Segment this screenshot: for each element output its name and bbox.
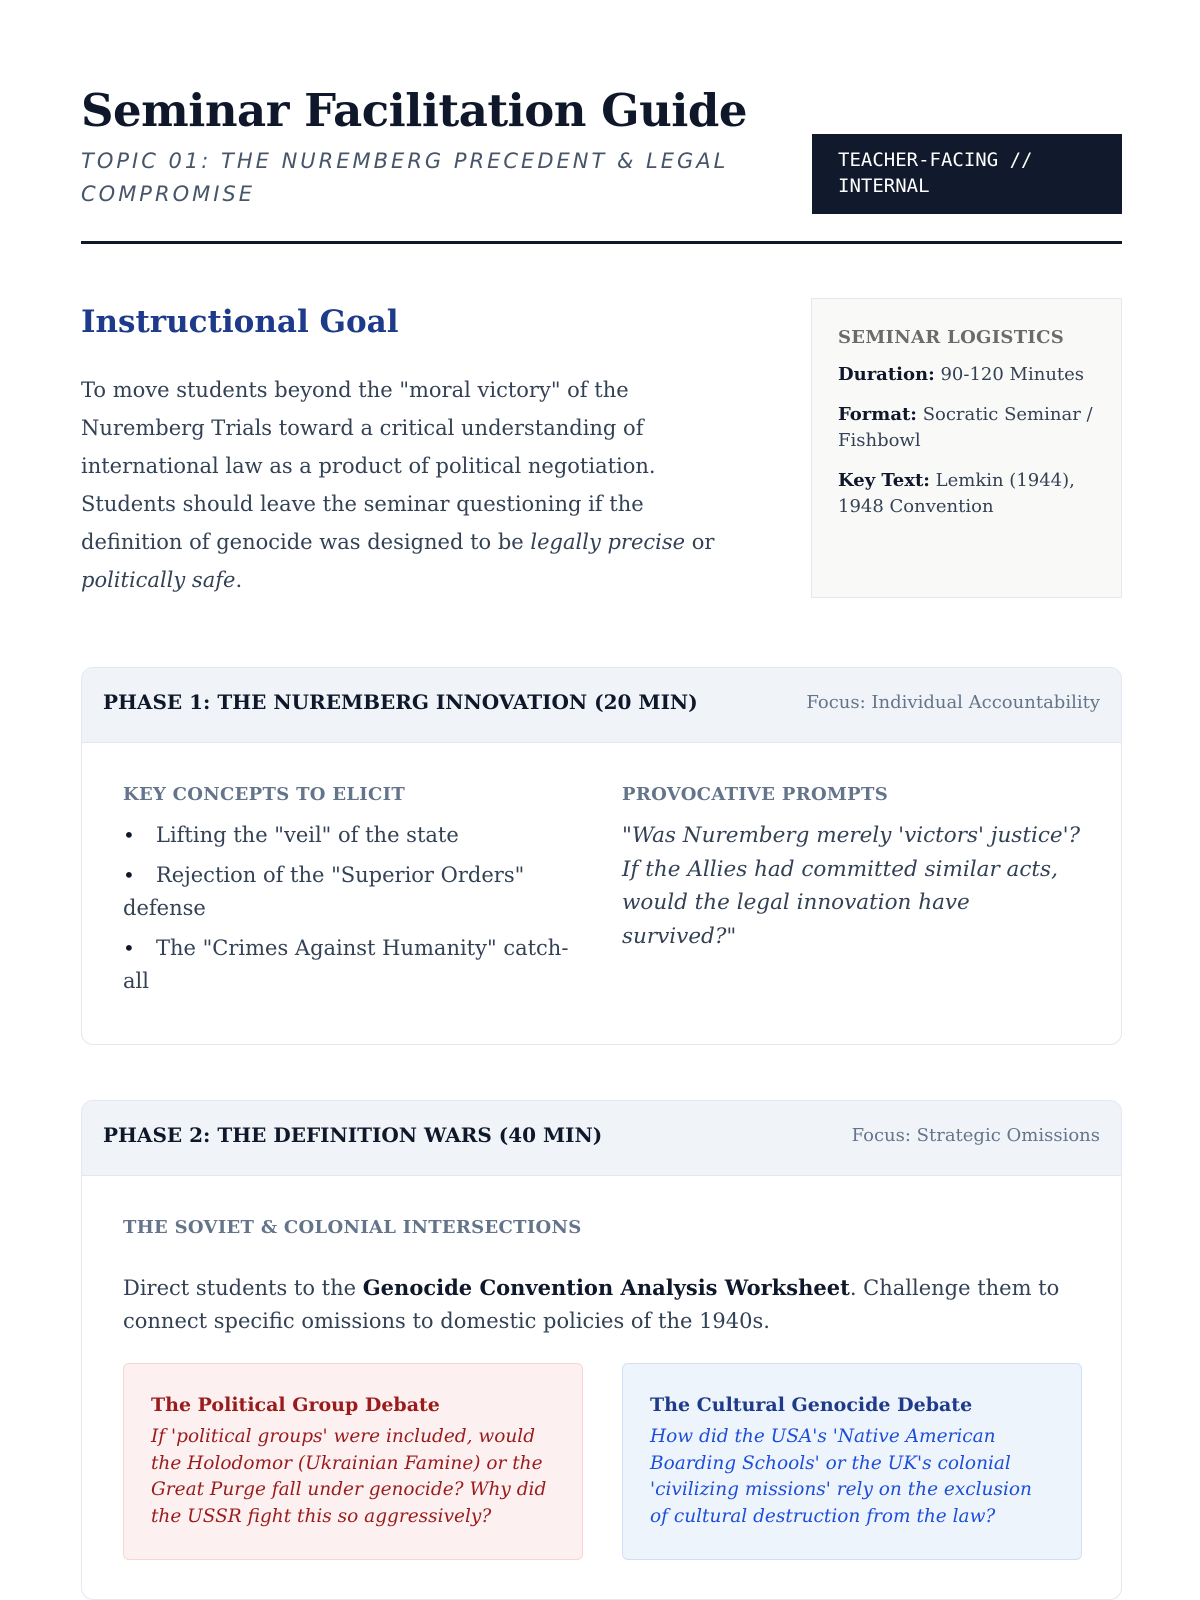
goal-emphasis-precise: legally precise: [530, 530, 686, 554]
goal-text-mid: or: [685, 530, 715, 554]
duration-value: 90-120 Minutes: [940, 364, 1085, 385]
list-item: • Rejection of the "Superior Orders" defense: [123, 859, 593, 925]
list-item: • The "Crimes Against Humanity" catch-all: [123, 932, 593, 998]
logistics-key-text: [838, 468, 1095, 520]
guide-page: [81, 0, 1122, 1600]
audience-badge: TEACHER-FACING // INTERNAL: [812, 134, 1122, 214]
key-concepts-column: [123, 784, 593, 1005]
logistics-duration: [838, 362, 1095, 388]
phase-2-card: [81, 1100, 1122, 1600]
page-subtitle: TOPIC 01: THE NUREMBERG PRECEDENT & LEGAL COMPROMISE: [81, 149, 729, 206]
cultural-debate-title: The Cultural Genocide Debate: [650, 1394, 973, 1416]
cultural-debate-question: How did the USA's 'Native American Boarding Schools' or the UK's colonial 'civilizing missions' rely on the exclusion of cultural destruction from the law?: [650, 1426, 1032, 1527]
instructions-after: . Challenge them to connect specific omissions to domestic policies of the 1940s.: [123, 1276, 1060, 1333]
political-group-debate-card: [123, 1363, 583, 1560]
goal-emphasis-safe: politically safe: [81, 568, 236, 592]
phase-1-title: PHASE 1: THE NUREMBERG INNOVATION (20 MIN): [103, 690, 698, 714]
logistics-title: SEMINAR LOGISTICS: [838, 327, 1065, 348]
list-item: • Lifting the "veil" of the state: [123, 819, 593, 852]
key-text-value: Lemkin (1944), 1948 Convention: [838, 470, 1075, 517]
political-debate-title: The Political Group Debate: [151, 1394, 440, 1416]
duration-label: Duration:: [838, 364, 935, 385]
key-concepts-label: KEY CONCEPTS TO ELICIT: [123, 784, 406, 805]
provocative-prompt: "Was Nuremberg merely 'victors' justice'? If the Allies had committed similar acts, would the legal innovation have survived?": [622, 823, 1081, 949]
prompts-column: [622, 784, 1082, 953]
goal-text-end: .: [235, 568, 243, 592]
logistics-format: [838, 402, 1095, 454]
instructions-before: Direct students to the: [123, 1276, 363, 1300]
phase-1-card: [81, 667, 1122, 1045]
page-title: Seminar Facilitation Guide: [81, 84, 747, 137]
goal-text-intro: To move students beyond the "moral victory" of the Nuremberg Trials toward a critical understanding of international law as a product of political negotiation. Students should leave the seminar questioning if the definition of genocide was designed to be: [81, 378, 656, 554]
key-concepts-list: [123, 819, 593, 998]
phase-2-header: [82, 1101, 1121, 1176]
political-debate-question: If 'political groups' were included, would the Holodomor (Ukrainian Famine) or the Great Purge fall under genocide? Why did the USSR fight this so aggressively?: [151, 1426, 547, 1527]
prompts-label: PROVOCATIVE PROMPTS: [622, 784, 888, 805]
phase-2-title: PHASE 2: THE DEFINITION WARS (40 MIN): [103, 1123, 603, 1147]
key-text-label: Key Text:: [838, 470, 930, 491]
goal-heading: Instructional Goal: [81, 304, 399, 340]
cultural-genocide-debate-card: [622, 1363, 1082, 1560]
logistics-box: [811, 298, 1122, 598]
format-value: Socratic Seminar / Fishbowl: [838, 404, 1093, 451]
phase-1-focus: Focus: Individual Accountability: [806, 692, 1100, 713]
goal-paragraph: [81, 371, 751, 599]
intersections-label: THE SOVIET & COLONIAL INTERSECTIONS: [123, 1217, 582, 1238]
phase-1-header: [82, 668, 1121, 743]
phase-2-instructions: [123, 1271, 1083, 1338]
format-label: Format:: [838, 404, 917, 425]
page-header: [81, 82, 1122, 244]
worksheet-name: Genocide Convention Analysis Worksheet: [362, 1275, 850, 1300]
phase-2-focus: Focus: Strategic Omissions: [851, 1125, 1100, 1146]
